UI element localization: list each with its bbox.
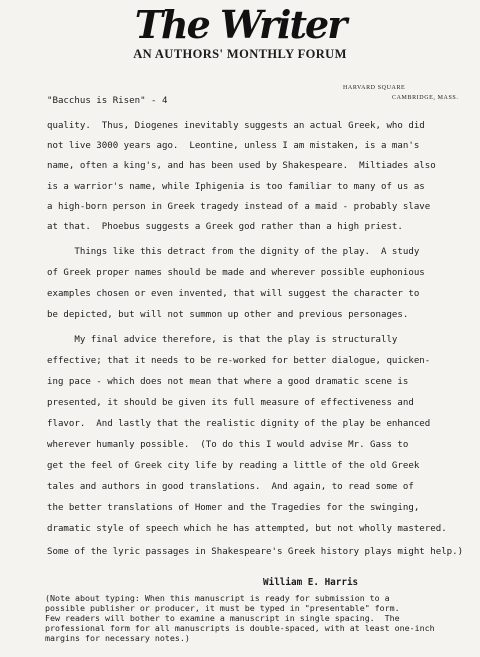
address-line-1: HARVARD SQUARE: [343, 85, 406, 91]
note-line: margins for necessary notes.): [45, 633, 190, 643]
body-line: My final advice therefore, is that the play is structurally: [47, 335, 398, 345]
note-line: possible publisher or producer, it must be typed in "presentable" form.: [45, 603, 400, 613]
body-line: the better translations of Homer and the Tragedies for the swinging,: [47, 503, 420, 513]
body-line: be depicted, but will not summon up other and previous personages.: [47, 310, 409, 320]
body-line: examples chosen or even invented, that will suggest the character to: [47, 289, 420, 299]
body-line: flavor. And lastly that the realistic dignity of the play be enhanced: [47, 419, 431, 429]
body-line: tales and authors in good translations. And again, to read some of: [47, 482, 414, 492]
body-line: quality. Thus, Diogenes inevitably suggests an actual Greek, who did: [47, 121, 425, 131]
note-line: Few readers will bother to examine a manuscript in single spacing. The: [45, 613, 400, 623]
note-line: (Note about typing: When this manuscript is ready for submission to a: [45, 593, 390, 603]
body-line: of Greek proper names should be made and wherever possible euphonious: [47, 268, 425, 278]
body-line: name, often a king's, and has been used by Shakespeare. Miltiades also: [47, 161, 436, 171]
masthead-subtitle: AN AUTHORS' MONTHLY FORUM: [133, 47, 347, 61]
body-line: dramatic style of speech which he has attempted, but not wholly mastered.: [47, 524, 447, 534]
body-line: a high-born person in Greek tragedy instead of a maid - probably slave: [47, 202, 431, 212]
body-line: get the feel of Greek city life by reading a little of the old Greek: [47, 461, 420, 471]
address-line-2: CAMBRIDGE, MASS.: [392, 95, 459, 101]
body-line: at that. Phoebus suggests a Greek god rather than a high priest.: [47, 222, 403, 232]
body-line: Things like this detract from the dignity of the play. A study: [47, 247, 420, 257]
body-line: presented, it should be given its full measure of effectiveness and: [47, 398, 414, 408]
body-line: wherever humanly possible. (To do this I would advise Mr. Gass to: [47, 440, 409, 450]
note-line: professional form for all manuscripts is double-spaced, with at least one-inch: [45, 623, 435, 633]
signature: William E. Harris: [263, 577, 359, 588]
masthead-logo: The Writer: [134, 2, 346, 47]
body-line: not live 3000 years ago. Leontine, unless I am mistaken, is a man's: [47, 141, 420, 151]
page-header: "Bacchus is Risen" - 4: [47, 96, 168, 106]
body-line: is a warrior's name, while Iphigenia is too familiar to many of us as: [47, 182, 425, 192]
body-line: effective; that it needs to be re-worked for better dialogue, quicken-: [47, 356, 431, 366]
body-line: Some of the lyric passages in Shakespeare's Greek history plays might help.): [47, 547, 464, 557]
body-line: ing pace - which does not mean that where a good dramatic scene is: [47, 377, 409, 387]
